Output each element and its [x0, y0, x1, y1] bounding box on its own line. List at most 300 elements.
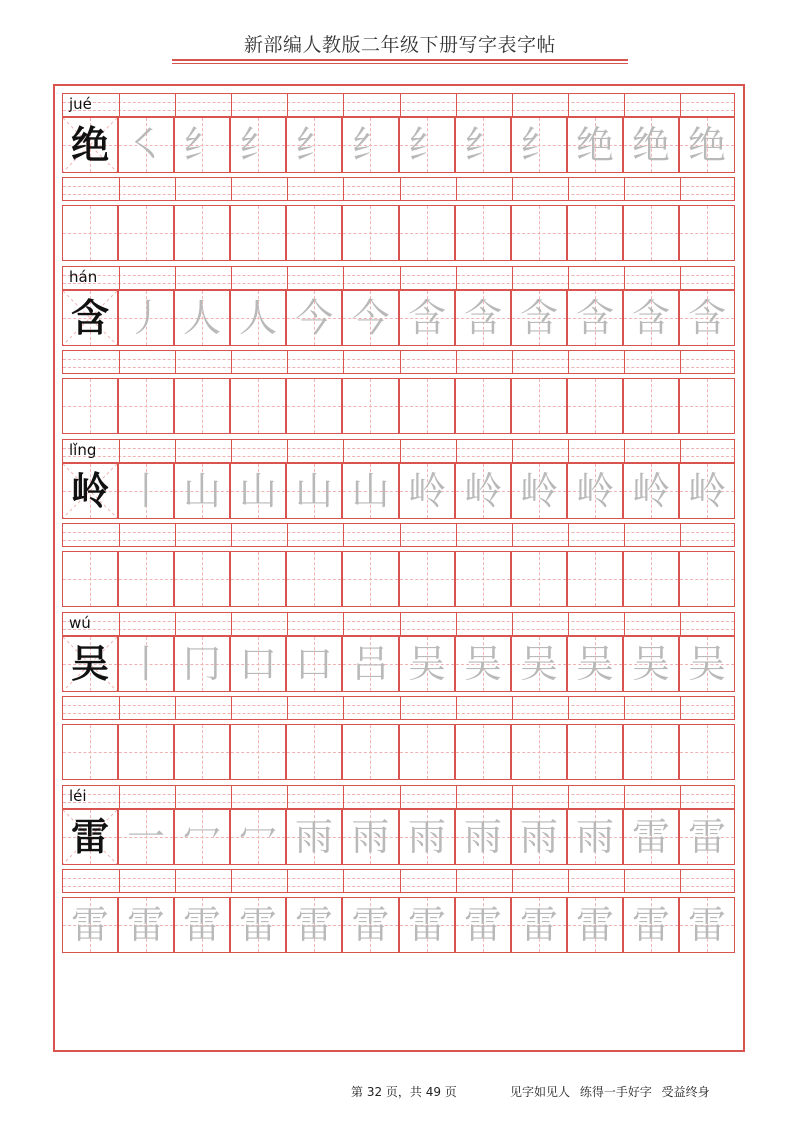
stroke-step-cell — [511, 809, 567, 865]
footer-slogan: 见字如见人 练得一手好字 受益终身 — [510, 1085, 710, 1099]
pinyin-column-divider — [680, 94, 681, 116]
trace-character: 雨 — [351, 815, 390, 859]
stroke-step-cell — [174, 463, 230, 519]
trace-character: 吴 — [407, 642, 446, 686]
practice-cell — [62, 897, 118, 953]
practice-grid — [62, 93, 735, 1043]
cell-guide-vertical — [370, 725, 371, 779]
trace-character: 冂 — [182, 642, 221, 686]
pinyin-column-divider — [400, 178, 401, 200]
trace-character: 纟 — [351, 123, 390, 167]
pinyin-column-divider — [231, 870, 232, 892]
stroke-step-cell — [174, 809, 230, 865]
pinyin-column-divider — [175, 440, 176, 462]
cell-guide-vertical — [370, 552, 371, 606]
model-character: 岭 — [70, 468, 109, 513]
trace-character: 雷 — [238, 903, 277, 947]
pinyin-guide-line — [63, 629, 734, 630]
pinyin-column-divider — [119, 178, 120, 200]
cell-guide-vertical — [483, 206, 484, 260]
practice-cell — [567, 897, 623, 953]
pinyin-column-divider — [287, 613, 288, 635]
trace-character: 绝 — [687, 123, 726, 167]
pinyin-column-divider — [512, 178, 513, 200]
pinyin-column-divider — [231, 524, 232, 546]
pinyin-band — [62, 439, 735, 463]
trace-character: 雨 — [407, 815, 446, 859]
pinyin-column-divider — [287, 440, 288, 462]
pinyin-column-divider — [624, 870, 625, 892]
pinyin-column-divider — [624, 786, 625, 808]
trace-character: 雨 — [294, 815, 333, 859]
cell-guide-vertical — [90, 725, 91, 779]
pinyin-column-divider — [343, 613, 344, 635]
pinyin-column-divider — [456, 178, 457, 200]
pinyin-column-divider — [175, 613, 176, 635]
pinyin-column-divider — [680, 440, 681, 462]
trace-character: 丿 — [126, 296, 165, 340]
cell-guide-vertical — [707, 206, 708, 260]
pinyin-column-divider — [680, 786, 681, 808]
pinyin-band-blank — [62, 523, 735, 547]
stroke-step-cell — [623, 463, 679, 519]
practice-cell — [230, 724, 286, 780]
model-character-cell — [62, 809, 118, 865]
stroke-step-cell — [567, 463, 623, 519]
pinyin-column-divider — [119, 524, 120, 546]
cell-guide-vertical — [258, 206, 259, 260]
trace-character: 雨 — [575, 815, 614, 859]
trace-character: 雷 — [575, 903, 614, 947]
pinyin-band — [62, 266, 735, 290]
pinyin-column-divider — [287, 524, 288, 546]
model-character-cell — [62, 463, 118, 519]
stroke-step-cell — [399, 809, 455, 865]
stroke-step-cell — [342, 809, 399, 865]
trace-character: 含 — [519, 296, 558, 340]
pinyin-column-divider — [231, 786, 232, 808]
practice-cell — [342, 378, 399, 434]
trace-character: 口 — [238, 642, 277, 686]
pinyin-band — [62, 93, 735, 117]
pinyin-column-divider — [624, 178, 625, 200]
pinyin-column-divider — [456, 613, 457, 635]
practice-cell — [455, 551, 511, 607]
pinyin-column-divider — [680, 351, 681, 373]
pinyin-column-divider — [343, 524, 344, 546]
practice-row — [62, 551, 735, 607]
trace-character: 纟 — [294, 123, 333, 167]
pinyin-column-divider — [231, 613, 232, 635]
pinyin-column-divider — [231, 440, 232, 462]
cell-guide-vertical — [370, 206, 371, 260]
pinyin-column-divider — [680, 267, 681, 289]
pinyin-column-divider — [624, 267, 625, 289]
cell-guide-vertical — [314, 725, 315, 779]
pinyin-column-divider — [231, 697, 232, 719]
pinyin-column-divider — [343, 94, 344, 116]
model-character: 雷 — [70, 814, 109, 859]
pinyin-column-divider — [175, 178, 176, 200]
pinyin-column-divider — [400, 351, 401, 373]
cell-guide-vertical — [483, 552, 484, 606]
trace-character: 吴 — [687, 642, 726, 686]
pinyin-column-divider — [512, 524, 513, 546]
pinyin-column-divider — [343, 786, 344, 808]
stroke-step-cell — [679, 809, 735, 865]
trace-character: 雷 — [687, 903, 726, 947]
cell-guide-vertical — [595, 552, 596, 606]
practice-cell — [455, 724, 511, 780]
stroke-step-cell — [455, 809, 511, 865]
character-block — [62, 439, 735, 611]
stroke-step-cell — [342, 290, 399, 346]
pinyin-column-divider — [456, 524, 457, 546]
character-block — [62, 785, 735, 957]
cell-guide-vertical — [707, 725, 708, 779]
pinyin-column-divider — [512, 267, 513, 289]
stroke-step-cell — [174, 636, 230, 692]
pinyin-column-divider — [400, 524, 401, 546]
pinyin-column-divider — [119, 94, 120, 116]
practice-cell — [342, 897, 399, 953]
pinyin-column-divider — [231, 267, 232, 289]
trace-character: 今 — [294, 296, 333, 340]
trace-character: 雨 — [519, 815, 558, 859]
pinyin-guide-line — [63, 283, 734, 284]
pinyin-column-divider — [343, 870, 344, 892]
page-title: 新部编人教版二年级下册写字表字帖 — [243, 34, 556, 56]
cell-guide-vertical — [539, 206, 540, 260]
cell-guide-vertical — [539, 552, 540, 606]
trace-character: 含 — [631, 296, 670, 340]
pinyin-guide-line — [63, 532, 734, 533]
cell-guide-vertical — [707, 379, 708, 433]
pinyin-band-blank — [62, 696, 735, 720]
pinyin-column-divider — [400, 697, 401, 719]
pinyin-column-divider — [512, 786, 513, 808]
practice-row — [62, 205, 735, 261]
trace-character: 雷 — [126, 903, 165, 947]
trace-character: 今 — [351, 296, 390, 340]
trace-character: 雷 — [687, 815, 726, 859]
pinyin-column-divider — [175, 267, 176, 289]
practice-cell — [623, 205, 679, 261]
pinyin-column-divider — [400, 786, 401, 808]
stroke-step-cell — [511, 117, 567, 173]
pinyin-guide-line — [63, 878, 734, 879]
model-character: 绝 — [70, 122, 109, 167]
pinyin-band-blank — [62, 350, 735, 374]
trace-character: 吴 — [631, 642, 670, 686]
stroke-order-row — [62, 636, 735, 692]
trace-character: 丨 — [126, 469, 165, 513]
practice-row — [62, 378, 735, 434]
trace-character: 岭 — [687, 469, 726, 513]
practice-cell — [679, 205, 735, 261]
pinyin-column-divider — [624, 524, 625, 546]
pinyin-column-divider — [624, 94, 625, 116]
trace-character: ㇛ — [126, 123, 165, 167]
cell-guide-vertical — [146, 206, 147, 260]
stroke-step-cell — [230, 463, 286, 519]
stroke-step-cell — [455, 636, 511, 692]
character-block — [62, 93, 735, 265]
trace-character: 含 — [407, 296, 446, 340]
page-number: 第 32 页，共 49 页 — [351, 1085, 457, 1099]
trace-character: 纟 — [519, 123, 558, 167]
practice-cell — [567, 205, 623, 261]
pinyin-guide-line — [63, 540, 734, 541]
stroke-step-cell — [342, 117, 399, 173]
pinyin-guide-line — [63, 275, 734, 276]
pinyin-column-divider — [400, 94, 401, 116]
trace-character: 纟 — [182, 123, 221, 167]
cell-guide-vertical — [146, 725, 147, 779]
pinyin-column-divider — [175, 94, 176, 116]
cell-guide-vertical — [202, 379, 203, 433]
practice-cell — [174, 724, 230, 780]
pinyin-column-divider — [456, 440, 457, 462]
character-block — [62, 612, 735, 784]
pinyin-column-divider — [175, 524, 176, 546]
pinyin-column-divider — [680, 870, 681, 892]
pinyin-column-divider — [119, 267, 120, 289]
stroke-step-cell — [174, 290, 230, 346]
cell-guide-vertical — [651, 552, 652, 606]
pinyin-column-divider — [287, 351, 288, 373]
trace-character: 吴 — [463, 642, 502, 686]
stroke-step-cell — [399, 117, 455, 173]
practice-cell — [511, 378, 567, 434]
pinyin-guide-line — [63, 456, 734, 457]
practice-cell — [679, 378, 735, 434]
stroke-step-cell — [679, 117, 735, 173]
stroke-step-cell — [399, 463, 455, 519]
practice-cell — [230, 897, 286, 953]
pinyin-column-divider — [456, 351, 457, 373]
pinyin-column-divider — [568, 440, 569, 462]
stroke-step-cell — [567, 636, 623, 692]
practice-cell — [399, 897, 455, 953]
pinyin-column-divider — [287, 178, 288, 200]
trace-character: 纟 — [238, 123, 277, 167]
pinyin-column-divider — [512, 613, 513, 635]
cell-guide-vertical — [258, 725, 259, 779]
pinyin-column-divider — [568, 524, 569, 546]
pinyin-column-divider — [119, 870, 120, 892]
pinyin-column-divider — [343, 178, 344, 200]
pinyin-guide-line — [63, 886, 734, 887]
pinyin-band — [62, 612, 735, 636]
cell-guide-vertical — [314, 206, 315, 260]
practice-cell — [118, 378, 174, 434]
pinyin-guide-line — [63, 802, 734, 803]
trace-character: 吴 — [575, 642, 614, 686]
pinyin-column-divider — [119, 351, 120, 373]
pinyin-column-divider — [400, 613, 401, 635]
model-character-cell — [62, 117, 118, 173]
practice-cell — [399, 551, 455, 607]
cell-guide-vertical — [427, 206, 428, 260]
practice-cell — [567, 724, 623, 780]
stroke-step-cell — [286, 809, 342, 865]
stroke-step-cell — [286, 290, 342, 346]
practice-cell — [679, 724, 735, 780]
pinyin-guide-line — [63, 194, 734, 195]
pinyin-band-blank — [62, 869, 735, 893]
practice-cell — [342, 205, 399, 261]
cell-guide-vertical — [202, 725, 203, 779]
practice-cell — [118, 551, 174, 607]
stroke-step-cell — [679, 636, 735, 692]
stroke-step-cell — [623, 290, 679, 346]
pinyin-guide-line — [63, 102, 734, 103]
practice-cell — [174, 378, 230, 434]
practice-cell — [623, 378, 679, 434]
trace-character: 绝 — [631, 123, 670, 167]
pinyin-label: hán — [69, 268, 98, 286]
cell-guide-vertical — [595, 206, 596, 260]
pinyin-column-divider — [624, 613, 625, 635]
pinyin-column-divider — [119, 697, 120, 719]
stroke-step-cell — [118, 463, 174, 519]
pinyin-label: jué — [69, 95, 92, 113]
practice-cell — [174, 897, 230, 953]
stroke-step-cell — [623, 809, 679, 865]
pinyin-column-divider — [119, 786, 120, 808]
pinyin-column-divider — [456, 697, 457, 719]
pinyin-column-divider — [456, 267, 457, 289]
pinyin-column-divider — [512, 870, 513, 892]
stroke-step-cell — [230, 117, 286, 173]
cell-guide-vertical — [146, 552, 147, 606]
cell-guide-vertical — [483, 725, 484, 779]
cell-guide-vertical — [483, 379, 484, 433]
cell-guide-vertical — [314, 379, 315, 433]
stroke-step-cell — [230, 290, 286, 346]
pinyin-column-divider — [400, 870, 401, 892]
pinyin-guide-line — [63, 713, 734, 714]
pinyin-guide-line — [63, 110, 734, 111]
title-underline — [172, 59, 628, 61]
practice-cell — [623, 551, 679, 607]
pinyin-column-divider — [287, 786, 288, 808]
stroke-step-cell — [230, 636, 286, 692]
pinyin-column-divider — [624, 351, 625, 373]
trace-character: 雷 — [463, 903, 502, 947]
trace-character: 冖 — [238, 815, 277, 859]
pinyin-column-divider — [512, 351, 513, 373]
practice-cell — [623, 897, 679, 953]
trace-character: 含 — [463, 296, 502, 340]
stroke-order-row — [62, 463, 735, 519]
pinyin-column-divider — [456, 786, 457, 808]
stroke-step-cell — [511, 290, 567, 346]
pinyin-guide-line — [63, 794, 734, 795]
practice-cell — [286, 724, 342, 780]
model-character-cell — [62, 636, 118, 692]
practice-cell — [342, 724, 399, 780]
cell-guide-vertical — [539, 725, 540, 779]
trace-character: 雨 — [463, 815, 502, 859]
trace-character: 纟 — [407, 123, 446, 167]
practice-cell — [342, 551, 399, 607]
pinyin-label: wú — [69, 614, 91, 632]
practice-cell — [511, 897, 567, 953]
cell-guide-vertical — [595, 379, 596, 433]
practice-cell — [399, 378, 455, 434]
stroke-step-cell — [399, 636, 455, 692]
cell-guide-vertical — [258, 379, 259, 433]
trace-character: 山 — [351, 469, 390, 513]
pinyin-guide-line — [63, 367, 734, 368]
trace-character: 雷 — [182, 903, 221, 947]
practice-cell — [286, 378, 342, 434]
trace-character: 含 — [687, 296, 726, 340]
practice-cell — [62, 551, 118, 607]
trace-character: 绝 — [575, 123, 614, 167]
trace-character: 雷 — [519, 903, 558, 947]
pinyin-column-divider — [343, 267, 344, 289]
practice-cell — [230, 551, 286, 607]
pinyin-guide-line — [63, 705, 734, 706]
cell-guide-vertical — [707, 552, 708, 606]
cell-guide-vertical — [427, 552, 428, 606]
stroke-step-cell — [118, 290, 174, 346]
practice-cell — [511, 551, 567, 607]
practice-cell — [623, 724, 679, 780]
title-underline-thin — [172, 63, 628, 64]
pinyin-column-divider — [568, 267, 569, 289]
stroke-step-cell — [455, 290, 511, 346]
trace-character: 人 — [182, 296, 221, 340]
stroke-step-cell — [286, 636, 342, 692]
pinyin-column-divider — [568, 870, 569, 892]
stroke-step-cell — [342, 463, 399, 519]
stroke-order-row — [62, 117, 735, 173]
pinyin-label: lǐng — [69, 441, 97, 459]
pinyin-column-divider — [456, 870, 457, 892]
practice-cell — [286, 897, 342, 953]
trace-character: 吕 — [351, 642, 390, 686]
cell-guide-vertical — [314, 552, 315, 606]
pinyin-band — [62, 785, 735, 809]
stroke-step-cell — [118, 117, 174, 173]
trace-character: 雷 — [70, 903, 109, 947]
pinyin-column-divider — [175, 351, 176, 373]
pinyin-column-divider — [568, 178, 569, 200]
cell-guide-vertical — [651, 206, 652, 260]
practice-cell — [679, 897, 735, 953]
practice-cell — [118, 205, 174, 261]
practice-cell — [174, 205, 230, 261]
pinyin-column-divider — [624, 440, 625, 462]
practice-cell — [174, 551, 230, 607]
cell-guide-vertical — [202, 206, 203, 260]
model-character-cell — [62, 290, 118, 346]
trace-character: 岭 — [519, 469, 558, 513]
model-character: 含 — [70, 295, 109, 340]
stroke-step-cell — [399, 290, 455, 346]
pinyin-column-divider — [680, 613, 681, 635]
pinyin-column-divider — [680, 697, 681, 719]
pinyin-guide-line — [63, 448, 734, 449]
trace-character: 山 — [238, 469, 277, 513]
pinyin-column-divider — [624, 697, 625, 719]
trace-character: 山 — [294, 469, 333, 513]
pinyin-label: léi — [69, 787, 87, 805]
